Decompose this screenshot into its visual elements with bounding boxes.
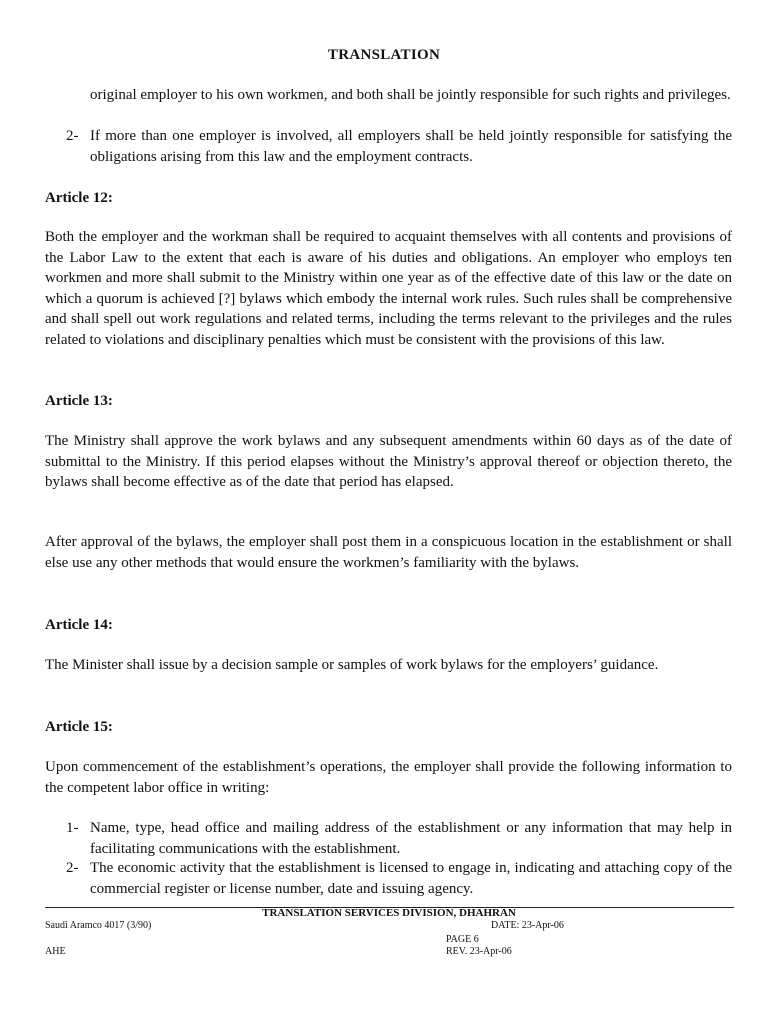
footer-initials: AHE: [45, 946, 66, 957]
footer-revision: REV. 23-Apr-06: [446, 946, 512, 957]
footer-form-number: Saudi Aramco 4017 (3/90): [45, 920, 152, 931]
list-item-text: If more than one employer is involved, all employers shall be held jointly responsible for satisfying the obligations arising from this law and the employment contracts.: [90, 128, 732, 165]
intro-list-item-2: [66, 126, 732, 167]
article-15-text: Upon commencement of the establishment’s operations, the employer shall provide the following information to the competent labor office in writing:: [45, 759, 732, 796]
footer-division: TRANSLATION SERVICES DIVISION, DHAHRAN: [262, 907, 516, 919]
page-title: TRANSLATION: [327, 47, 441, 63]
article-12-text: Both the employer and the workman shall be required to acquaint themselves with all contents and provisions of the Labor Law to the extent that each is aware of his duties and obligations. An employer who employs ten workmen and more shall submit to the Ministry within one year as of the effective date of this law or the date on which a quorum is achieved [?] bylaws which embody the internal work rules. Such rules shall be comprehensive and shall spell out work regulations and related terms, including the terms relevant to the privileges and the rules related to violations and disciplinary penalties which must be consistent with the provisions of this law.: [45, 229, 732, 348]
list-number: 2-: [66, 860, 79, 876]
article-15-heading: Article 15:: [45, 719, 113, 735]
article-13-paragraph-2: After approval of the bylaws, the employer shall post them in a conspicuous location in the establishment or shall else use any other methods that would ensure the workmen’s familiarity with the bylaws.: [45, 534, 732, 571]
article-12-heading: Article 12:: [45, 190, 113, 206]
continuation-text: original employer to his own workmen, and both shall be jointly responsible for such rights and privileges.: [90, 87, 731, 103]
article-13-heading: Article 13:: [45, 393, 113, 409]
list-number: 1-: [66, 820, 79, 836]
article-15-list-item-2: [66, 858, 732, 899]
article-13-paragraph-1: The Ministry shall approve the work bylaws and any subsequent amendments within 60 days as of the date of submittal to the Ministry. If this period elapses without the Ministry’s approval thereof or objection thereto, the bylaws shall become effective as of the date that period has elapsed.: [45, 433, 732, 490]
list-number: 2-: [66, 128, 79, 144]
footer-date: DATE: 23-Apr-06: [491, 920, 564, 931]
article-15-list-item-1: [66, 818, 732, 859]
article-14-text: The Minister shall issue by a decision sample or samples of work bylaws for the employers’ guidance.: [45, 657, 659, 673]
list-item-text: The economic activity that the establishment is licensed to engage in, indicating and attaching copy of the commercial register or license number, date and issuing agency.: [90, 860, 732, 897]
footer-page: PAGE 6: [446, 934, 479, 945]
list-item-text: Name, type, head office and mailing address of the establishment or any information that may help in facilitating communications with the establishment.: [90, 820, 732, 857]
article-14-heading: Article 14:: [45, 617, 113, 633]
